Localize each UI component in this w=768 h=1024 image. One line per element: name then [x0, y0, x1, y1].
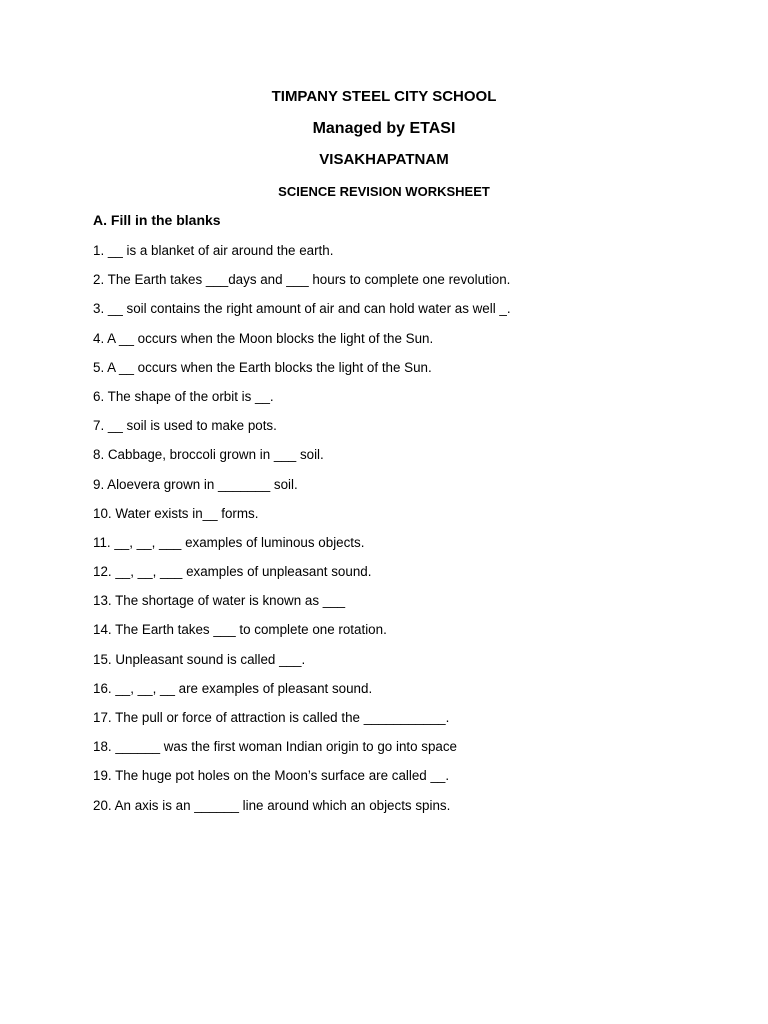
worksheet-title: SCIENCE REVISION WORKSHEET: [278, 184, 490, 199]
question-item: 19. The huge pot holes on the Moon’s surface are called __.: [93, 768, 450, 784]
question-item: 9. Aloevera grown in _______ soil.: [93, 476, 298, 492]
question-item: 3. __ soil contains the right amount of air and can hold water as well _.: [93, 301, 511, 317]
question-list: [93, 242, 511, 826]
question-item: 8. Cabbage, broccoli grown in ___ soil.: [93, 447, 324, 463]
question-item: 17. The pull or force of attraction is called the ___________.: [93, 710, 450, 725]
question-item: 4. A __ occurs when the Moon blocks the light of the Sun.: [93, 330, 434, 346]
school-name: TIMPANY STEEL CITY SCHOOL: [271, 88, 497, 105]
question-item: 10. Water exists in__ forms.: [93, 505, 259, 521]
city-name: VISAKHAPATNAM: [319, 151, 449, 168]
question-item: 2. The Earth takes ___days and ___ hours to complete one revolution.: [93, 272, 511, 288]
question-item: 6. The shape of the orbit is __.: [93, 388, 274, 404]
question-item: 16. __, __, __ are examples of pleasant sound.: [93, 680, 373, 696]
question-item: 15. Unpleasant sound is called ___.: [93, 651, 306, 667]
question-item: 7. __ soil is used to make pots.: [93, 418, 277, 434]
managed-by-line: Managed by ETASI: [312, 120, 456, 137]
question-item: 13. The shortage of water is known as ___: [93, 593, 346, 609]
section-heading: A. Fill in the blanks: [93, 212, 221, 228]
question-item: 12. __, __, ___ examples of unpleasant sound.: [93, 564, 372, 580]
question-item: 20. An axis is an ______ line around which an objects spins.: [93, 797, 451, 813]
question-item: 5. A __ occurs when the Earth blocks the light of the Sun.: [93, 359, 432, 375]
question-item: 1. __ is a blanket of air around the earth.: [93, 243, 334, 258]
question-item: 14. The Earth takes ___ to complete one rotation.: [93, 622, 387, 638]
question-item: 11. __, __, ___ examples of luminous objects.: [93, 534, 365, 550]
question-item: 18. ______ was the first woman Indian origin to go into space: [93, 739, 458, 755]
